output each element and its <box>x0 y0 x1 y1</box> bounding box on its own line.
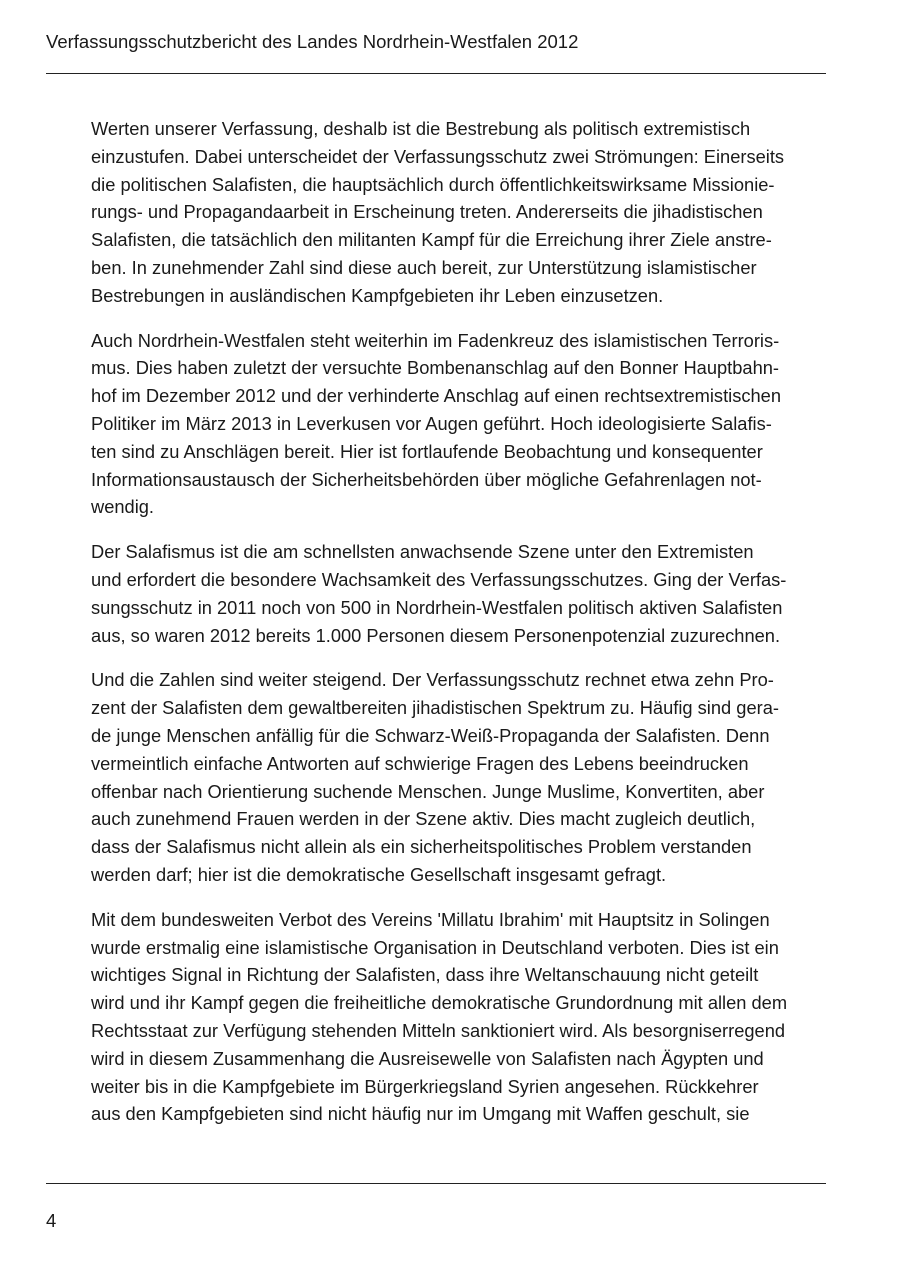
text-line: sungsschutz in 2011 noch von 500 in Nordrhein-Westfalen politisch aktiven Salafisten <box>91 596 783 618</box>
text-line: und erfordert die besondere Wachsamkeit des Verfassungsschutzes. Ging der Verfas- <box>91 568 787 590</box>
paragraph <box>91 666 827 888</box>
paragraph <box>91 538 827 649</box>
text-line: wird in diesem Zusammenhang die Ausreisewelle von Salafisten nach Ägypten und <box>91 1047 764 1069</box>
text-line: vermeintlich einfache Antworten auf schwierige Fragen des Lebens beeindrucken <box>91 752 749 774</box>
paragraph <box>91 115 827 310</box>
header-divider <box>46 73 826 74</box>
page-number: 4 <box>46 1210 57 1231</box>
text-line: auch zunehmend Frauen werden in der Szene aktiv. Dies macht zugleich deutlich, <box>91 808 756 830</box>
text-line: Auch Nordrhein-Westfalen steht weiterhin im Fadenkreuz des islamistischen Terroris- <box>91 329 780 351</box>
text-line: Bestrebungen in ausländischen Kampfgebieten ihr Leben einzusetzen. <box>91 284 664 306</box>
paragraph <box>91 327 827 522</box>
text-line: wichtiges Signal in Richtung der Salafisten, dass ihre Weltanschauung nicht geteilt <box>91 964 759 986</box>
text-line: hof im Dezember 2012 und der verhinderte Anschlag auf einen rechtsextremistischen <box>91 385 781 407</box>
text-line: de junge Menschen anfällig für die Schwarz-Weiß-Propaganda der Salafisten. Denn <box>91 724 770 746</box>
text-line: ten sind zu Anschlägen bereit. Hier ist fortlaufende Beobachtung und konsequenter <box>91 440 763 462</box>
text-line: Politiker im März 2013 in Leverkusen vor Augen geführt. Hoch ideologisierte Salafis- <box>91 412 772 434</box>
text-line: wird und ihr Kampf gegen die freiheitliche demokratische Grundordnung mit allen dem <box>91 992 788 1014</box>
text-line: ben. In zunehmender Zahl sind diese auch bereit, zur Unterstützung islamistischer <box>91 256 757 278</box>
text-line: Und die Zahlen sind weiter steigend. Der Verfassungsschutz rechnet etwa zehn Pro- <box>91 669 774 691</box>
body-text <box>91 115 827 1145</box>
text-line: offenbar nach Orientierung suchende Menschen. Junge Muslime, Konvertiten, aber <box>91 780 765 802</box>
text-line: Salafisten, die tatsächlich den militanten Kampf für die Erreichung ihrer Ziele anstre- <box>91 229 772 251</box>
text-line: rungs- und Propagandaarbeit in Erscheinung treten. Andererseits die jihadistischen <box>91 201 763 223</box>
text-line: dass der Salafismus nicht allein als ein sicherheitspolitisches Problem verstanden <box>91 836 752 858</box>
text-line: aus den Kampfgebieten sind nicht häufig nur im Umgang mit Waffen geschult, sie <box>91 1103 750 1125</box>
text-line: Mit dem bundesweiten Verbot des Vereins 'Millatu Ibrahim' mit Hauptsitz in Solingen <box>91 908 770 930</box>
text-line: weiter bis in die Kampfgebiete im Bürgerkriegsland Syrien angesehen. Rückkehrer <box>91 1075 759 1097</box>
text-line: die politischen Salafisten, die hauptsächlich durch öffentlichkeitswirksame Missionie- <box>91 173 775 195</box>
text-line: aus, so waren 2012 bereits 1.000 Personen diesem Personenpotenzial zuzurechnen. <box>91 624 781 646</box>
text-line: Werten unserer Verfassung, deshalb ist die Bestrebung als politisch extremistisch <box>91 118 751 139</box>
text-line: mus. Dies haben zuletzt der versuchte Bombenanschlag auf den Bonner Hauptbahn- <box>91 357 780 379</box>
text-line: wurde erstmalig eine islamistische Organisation in Deutschland verboten. Dies ist ein <box>91 936 779 958</box>
text-line: zent der Salafisten dem gewaltbereiten jihadistischen Spektrum zu. Häufig sind gera- <box>91 697 779 719</box>
paragraph <box>91 906 827 1128</box>
page-header-title: Verfassungsschutzbericht des Landes Nordrhein-Westfalen 2012 <box>46 31 579 52</box>
text-line: einzustufen. Dabei unterscheidet der Verfassungsschutz zwei Strömungen: Einerseits <box>91 145 785 167</box>
text-line: Rechtsstaat zur Verfügung stehenden Mitteln sanktioniert wird. Als besorgniserregend <box>91 1019 786 1041</box>
text-line: werden darf; hier ist die demokratische Gesellschaft insgesamt gefragt. <box>91 863 667 885</box>
text-line: wendig. <box>91 496 155 518</box>
text-line: Informationsaustausch der Sicherheitsbehörden über mögliche Gefahrenlagen not- <box>91 468 762 490</box>
text-line: Der Salafismus ist die am schnellsten anwachsende Szene unter den Extremisten <box>91 541 754 563</box>
footer-divider <box>46 1183 826 1184</box>
